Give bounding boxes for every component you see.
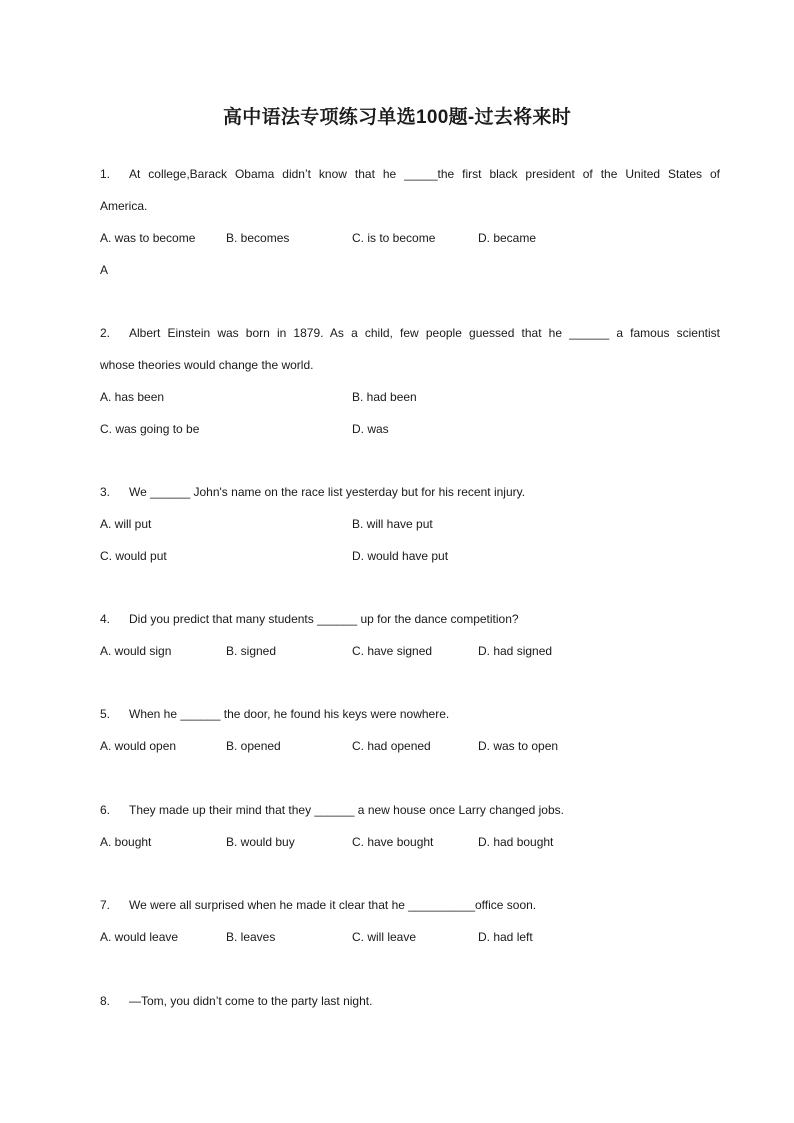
option-a: A. has been	[100, 390, 165, 404]
option-b: B. leaves	[226, 930, 276, 944]
question-3-number: 3.	[100, 485, 111, 499]
question-7	[100, 889, 720, 953]
question-8	[100, 985, 720, 1017]
option-d: D. became	[478, 231, 537, 245]
question-5-number: 5.	[100, 707, 111, 721]
question-8-stem: 8. —Tom, you didn’t come to the party last night.	[100, 985, 720, 1017]
question-3-stem: 3. We ______ John's name on the race list yesterday but for his recent injury.	[100, 476, 720, 508]
question-5	[100, 698, 720, 762]
question-7-stem: 7. We were all surprised when he made it clear that he __________office soon.	[100, 889, 720, 921]
option-a: A. would leave	[100, 930, 179, 944]
option-d: D. had left	[478, 930, 533, 944]
document-title: 高中语法专项练习单选100题-过去将来时	[222, 107, 572, 128]
question-5-stem: 5. When he ______ the door, he found his keys were nowhere.	[100, 698, 720, 730]
question-3	[100, 476, 720, 572]
question-6	[100, 794, 720, 858]
option-c: C. had opened	[352, 739, 431, 753]
option-a: A. would open	[100, 739, 177, 753]
question-4-number: 4.	[100, 612, 111, 626]
option-c: C. was going to be	[100, 422, 200, 436]
question-1-stem-line-2: America.	[100, 199, 148, 213]
question-4-stem: 4. Did you predict that many students ______ up for the dance competition?	[100, 603, 720, 635]
option-d: D. had bought	[478, 835, 554, 849]
option-b: B. will have put	[352, 517, 433, 531]
question-3-options-row-1	[100, 508, 720, 540]
question-1-number: 1.	[100, 167, 111, 181]
option-a: A. would sign	[100, 644, 172, 658]
question-1-stem-line-1: 1. At college,Barack Obama didn’t know that he _____the first black president of the United States of	[100, 158, 720, 190]
option-d: D. had signed	[478, 644, 553, 658]
question-2-number: 2.	[100, 326, 111, 340]
option-b: B. would buy	[226, 835, 295, 849]
option-a: A. bought	[100, 835, 152, 849]
question-2-stem-line-1: 2. Albert Einstein was born in 1879. As a child, few people guessed that he ______ a famous scientist	[100, 317, 720, 349]
question-7-number: 7.	[100, 898, 111, 912]
option-b: B. opened	[226, 739, 281, 753]
question-5-options	[100, 730, 720, 762]
question-6-stem: 6. They made up their mind that they ______ a new house once Larry changed jobs.	[100, 794, 720, 826]
question-3-options-row-2	[100, 540, 720, 572]
question-7-options	[100, 921, 720, 953]
question-1-options	[100, 222, 720, 254]
option-c: C. would put	[100, 549, 167, 563]
option-c: C. will leave	[352, 930, 417, 944]
question-2-options-row-2	[100, 413, 720, 445]
question-6-options	[100, 826, 720, 858]
question-2	[100, 317, 720, 445]
option-b: B. had been	[352, 390, 417, 404]
question-4-options	[100, 635, 720, 667]
option-d: D. was	[352, 422, 389, 436]
option-b: B. signed	[226, 644, 277, 658]
option-a: A. will put	[100, 517, 152, 531]
question-2-stem-line-2: whose theories would change the world.	[100, 358, 314, 372]
option-c: C. is to become	[352, 231, 436, 245]
question-4	[100, 603, 720, 667]
option-a: A. was to become	[100, 231, 196, 245]
option-d: D. would have put	[352, 549, 449, 563]
question-1-answer: A	[100, 263, 109, 277]
option-d: D. was to open	[478, 739, 559, 753]
option-b: B. becomes	[226, 231, 290, 245]
question-2-options-row-1	[100, 381, 720, 413]
option-c: C. have signed	[352, 644, 433, 658]
question-6-number: 6.	[100, 803, 111, 817]
question-1	[100, 158, 720, 286]
option-c: C. have bought	[352, 835, 434, 849]
question-8-number: 8.	[100, 994, 111, 1008]
